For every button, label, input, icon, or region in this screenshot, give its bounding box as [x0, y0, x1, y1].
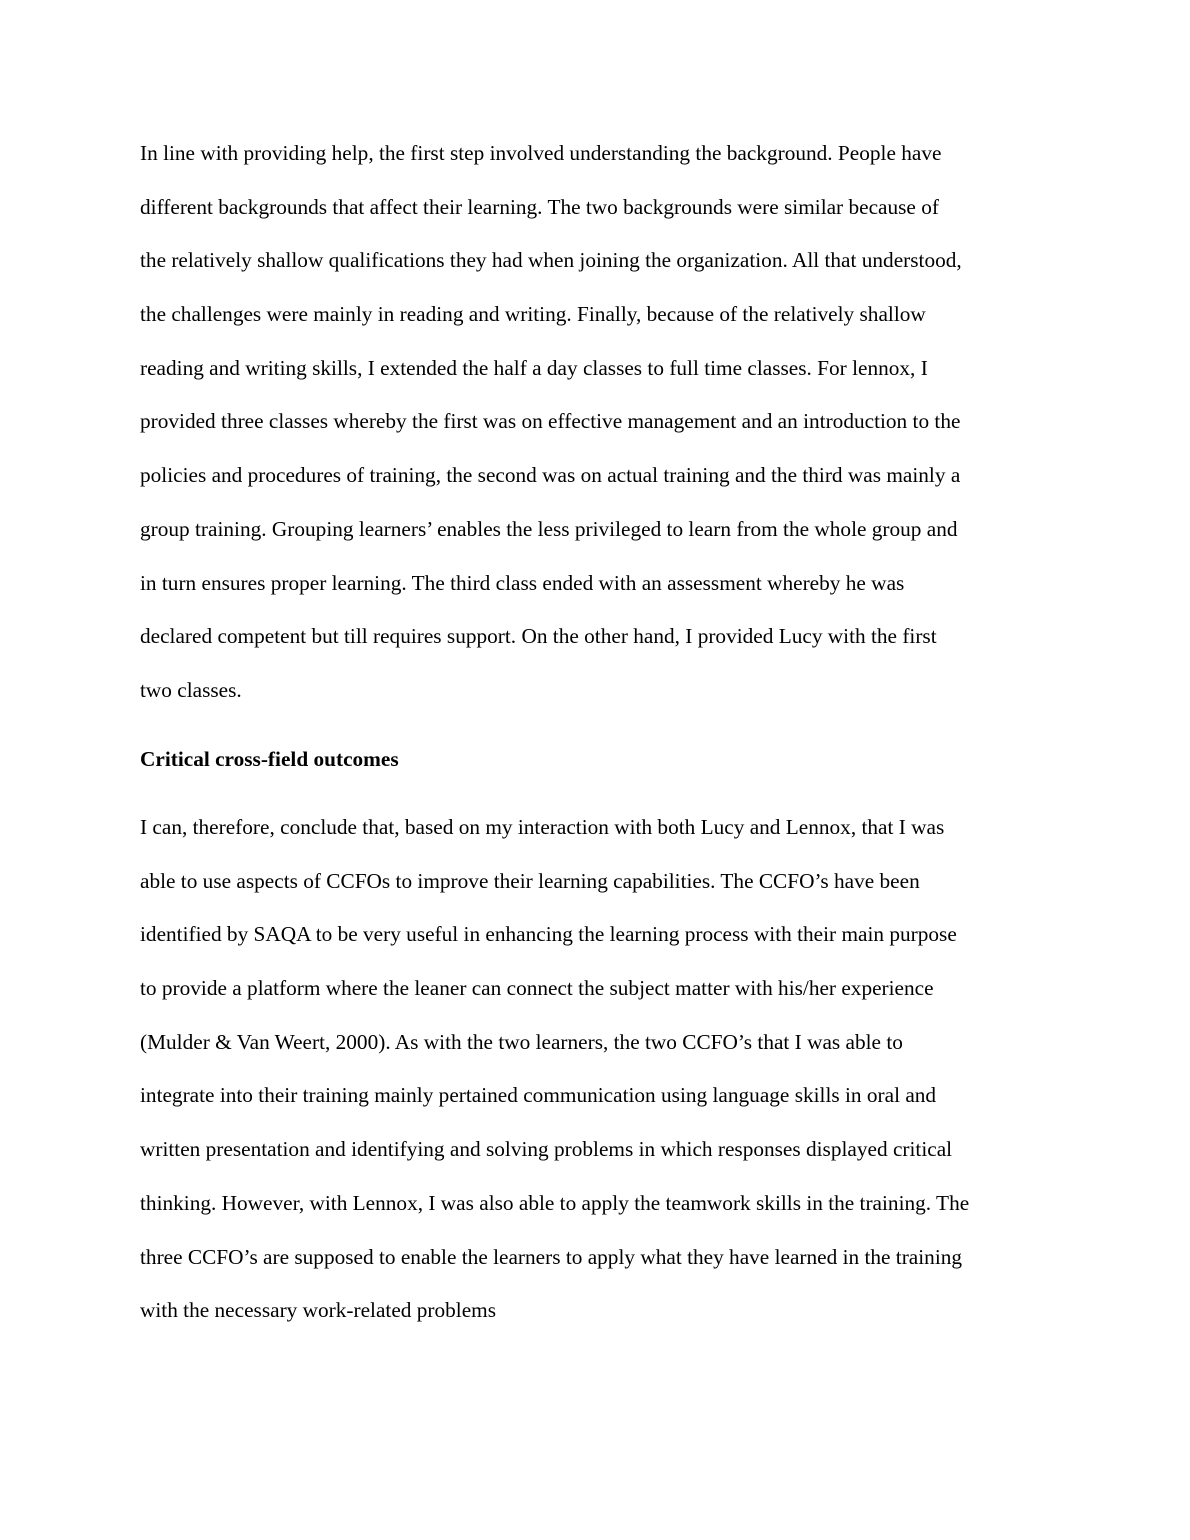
- paragraph-line: the relatively shallow qualifications they had when joining the organization. All that understood,: [140, 248, 962, 273]
- paragraph-line: reading and writing skills, I extended the half a day classes to full time classes. For lennox, I: [140, 355, 928, 380]
- section-heading: Critical cross-field outcomes: [140, 747, 399, 771]
- paragraph-line: provided three classes whereby the first was on effective management and an introduction to the: [140, 409, 961, 434]
- paragraph-line: I can, therefore, conclude that, based on my interaction with both Lucy and Lennox, that I was: [140, 815, 945, 839]
- paragraph-line: two classes.: [140, 677, 242, 702]
- paragraph-line: able to use aspects of CCFOs to improve their learning capabilities. The CCFO’s have been: [140, 868, 920, 893]
- paragraph-line: thinking. However, with Lennox, I was also able to apply the teamwork skills in the training. The: [140, 1190, 970, 1215]
- paragraph-line: integrate into their training mainly pertained communication using language skills in oral and: [140, 1083, 937, 1108]
- paragraph-line: written presentation and identifying and solving problems in which responses displayed critical: [140, 1137, 953, 1162]
- paragraph-line: (Mulder & Van Weert, 2000). As with the two learners, the two CCFO’s that I was able to: [140, 1029, 903, 1054]
- paragraph-line: in turn ensures proper learning. The third class ended with an assessment whereby he was: [140, 570, 905, 595]
- paragraph-line: three CCFO’s are supposed to enable the learners to apply what they have learned in the training: [140, 1244, 963, 1269]
- paragraph-line: declared competent but till requires support. On the other hand, I provided Lucy with the first: [140, 624, 937, 649]
- body-paragraph-2: [140, 801, 1080, 1338]
- paragraph-line: different backgrounds that affect their learning. The two backgrounds were similar because of: [140, 194, 939, 219]
- paragraph-line: the challenges were mainly in reading and writing. Finally, because of the relatively shallow: [140, 302, 926, 327]
- paragraph-line: identified by SAQA to be very useful in enhancing the learning process with their main purpose: [140, 922, 957, 947]
- paragraph-line: with the necessary work-related problems: [140, 1298, 497, 1323]
- body-paragraph-1: [140, 127, 1080, 718]
- paragraph-line: In line with providing help, the first step involved understanding the background. People have: [140, 141, 942, 165]
- paragraph-line: to provide a platform where the leaner can connect the subject matter with his/her experience: [140, 976, 934, 1001]
- paragraph-line: group training. Grouping learners’ enables the less privileged to learn from the whole group and: [140, 516, 958, 541]
- paragraph-line: policies and procedures of training, the second was on actual training and the third was mainly a: [140, 463, 961, 488]
